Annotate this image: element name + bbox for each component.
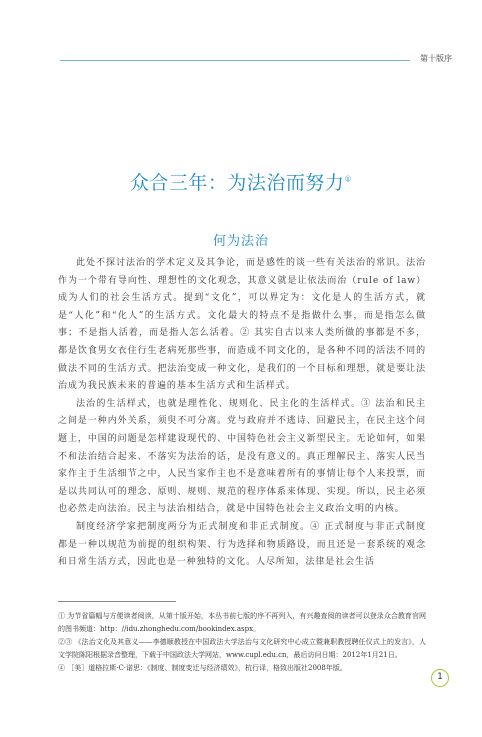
section-heading: 何为法治 xyxy=(212,234,269,249)
footnote: ②③ 《法治文化及其意义——李德顺教授在中国政法大学法治与文化研究中心成立暨兼职教授聘任仪式上的发言》，人文学院陈阳根据录音整理，下载于中国政法大学网站，www.cupl.edu.cn，最后访问日期：2012年1月21日。 xyxy=(58,638,426,659)
paragraph: 制度经济学家把制度两分为正式制度和非正式制度。④ 正式制度与非正式制度都是一种以规范为前提的组织构架、行为选择和物质路设，而且还是一套系统的观念和日常生活方式，因此也是一种独特的文化。人尽所知，法律是社会生活 xyxy=(58,521,426,568)
chapter-title xyxy=(0,168,482,195)
footnotes xyxy=(58,610,426,676)
title-footnote-mark: ① xyxy=(344,174,353,184)
paragraph: 此处不探讨法治的学术定义及其争论，而是感性的谈一些有关法治的常识。法治作为一个带有导向性、理想性的文化观念，其意义就是让依法而治（rule of law）成为人们的社会生活方式。提到“文化”，可以界定为：文化是人的生活方式，就是“人化”和“化人”的生活方式。文化最大的特点不是指做什么事，而是指怎么做事；不是指人活着，而是指人怎么活着。② 其实自古以来人类所做的事都是不多，都是饮食男女衣住行生老病死那些事，而造成不同文化的，是各种不同的活法不同的做法不同的生活方式。把法治变成一种文化，是我们的一个目标和理想，就是要让法治成为我民族未来的普遍的基本生活方式和生活样式。 xyxy=(58,258,426,392)
paragraph: 法治的生活样式，也就是理性化、规则化、民主化的生活样式。③ 法治和民主之间是一种内外关系，须臾不可分离。党与政府并不逃诗、回避民主，在民主这个问题上，中国的问题是怎样建设现代的、中国特色社会主义新型民主。无论如何，如果不和法治结合起来、不落实为法治的话，是没有意义的。真正理解民主、落实人民当家作主于生活细节之中，人民当家作主也不是意味着所有的事情让每个人来投票，而是以共同认可的理念、原则、规则、规范的程序体系来体现、实现。所以，民主必须也必然走向法治。民主与法治相结合，就是中国特色社会主义政治文明的内核。 xyxy=(58,398,426,515)
body-text xyxy=(58,255,426,572)
footnote: ④ ［美］道格拉斯·C·诺思：《制度、制度变迁与经济绩效》，杭行译，格致出版社2008年版。 xyxy=(58,664,347,672)
chapter-title-text: 众合三年：为法治而努力 xyxy=(129,172,345,194)
page-number-badge: 1 xyxy=(431,669,449,687)
footnote: ① 为节省篇幅与方便读者阅读，从第十版开始，本丛书前七版的序不再列入，有兴趣查阅的读者可以登录众合教育官网的图书频道：http：//idu.zhonghedu.com/bookindex.aspx。 xyxy=(58,612,426,633)
footnote-rule xyxy=(58,601,176,602)
running-header: 第十版序 xyxy=(420,54,452,63)
header-rule xyxy=(60,60,410,61)
